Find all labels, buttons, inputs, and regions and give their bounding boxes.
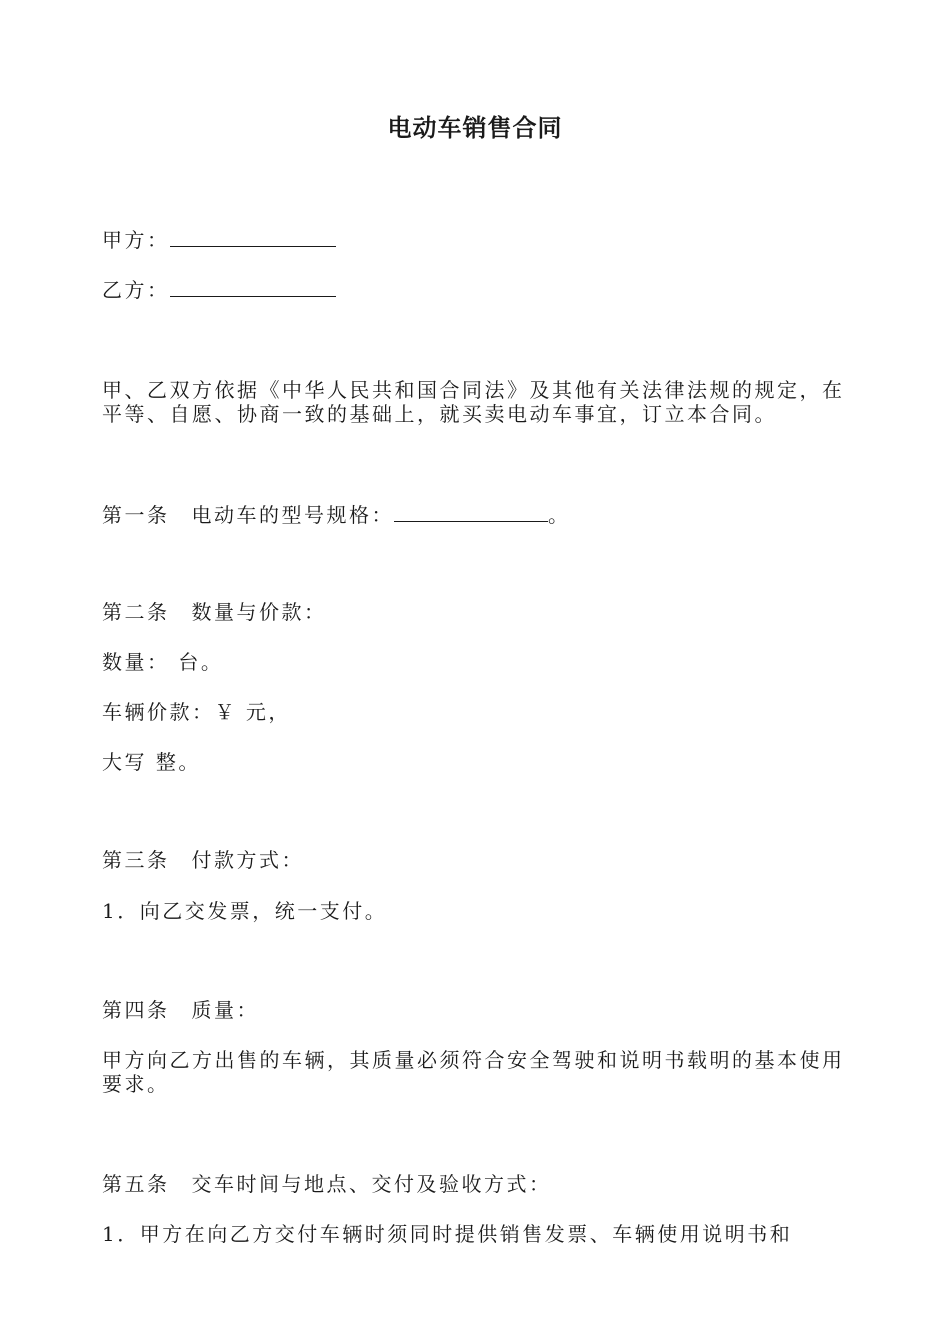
delivery-item-1: 1．甲方在向乙方交付车辆时须同时提供销售发票、车辆使用说明书和 xyxy=(102,1222,793,1246)
quality-paragraph: 甲方向乙方出售的车辆，其质量必须符合安全驾驶和说明书载明的基本使用要求。 xyxy=(102,1048,845,1096)
party-a-label: 甲方： xyxy=(102,228,170,252)
article-1 xyxy=(102,503,571,527)
capital-amount-line: 大写 整。 xyxy=(102,750,201,774)
party-a-line xyxy=(102,228,336,252)
article-1-number: 第一条 xyxy=(102,503,170,527)
article-3-title: 付款方式： xyxy=(191,848,304,872)
article-4-number: 第四条 xyxy=(102,998,170,1022)
party-b-line xyxy=(102,278,336,302)
article-5-title: 交车时间与地点、交付及验收方式： xyxy=(191,1172,552,1196)
party-b-blank xyxy=(170,278,336,297)
article-1-suffix: 。 xyxy=(548,503,571,527)
article-5-heading xyxy=(102,1172,552,1196)
article-4-heading xyxy=(102,998,259,1022)
article-3-heading xyxy=(102,848,304,872)
article-2-title: 数量与价款： xyxy=(191,600,327,624)
article-1-title: 电动车的型号规格： xyxy=(191,503,394,527)
payment-item-1: 1．向乙交发票，统一支付。 xyxy=(102,899,388,923)
preamble-paragraph: 甲、乙双方依据《中华人民共和国合同法》及其他有关法律法规的规定，在平等、自愿、协商一致的基础上，就买卖电动车事宜，订立本合同。 xyxy=(102,378,845,426)
quantity-line: 数量： 台。 xyxy=(102,650,224,674)
party-a-blank xyxy=(170,228,336,247)
article-3-number: 第三条 xyxy=(102,848,170,872)
document-title: 电动车销售合同 xyxy=(387,114,563,142)
article-2-number: 第二条 xyxy=(102,600,170,624)
price-line: 车辆价款：￥ 元， xyxy=(102,700,291,724)
article-5-number: 第五条 xyxy=(102,1172,170,1196)
article-4-title: 质量： xyxy=(191,998,259,1022)
party-b-label: 乙方： xyxy=(102,278,170,302)
article-2-heading xyxy=(102,600,327,624)
model-spec-blank xyxy=(394,503,548,522)
